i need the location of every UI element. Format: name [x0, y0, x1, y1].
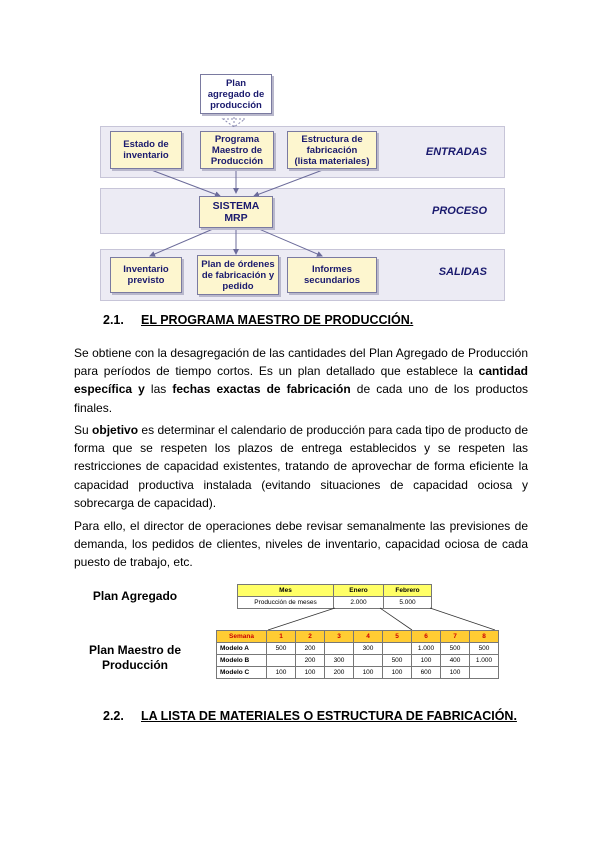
section-title: EL PROGRAMA MAESTRO DE PRODUCCIÓN. — [141, 313, 414, 327]
header-cell: Semana — [217, 631, 267, 643]
bold-text: objetivo — [92, 423, 139, 437]
text: de cada uno de los productos finales. — [74, 382, 529, 415]
text: Su — [74, 423, 93, 437]
sistema-mrp-box: SISTEMA MRP — [199, 196, 273, 228]
section-number: 2.2. — [103, 709, 124, 723]
paragraph-1 — [74, 344, 528, 417]
value-cell — [267, 655, 296, 667]
value-cell: 100 — [354, 667, 383, 679]
week-header: 6 — [412, 631, 441, 643]
value-cell — [325, 643, 354, 655]
plan-agregado-label: Plan Agregado — [92, 589, 178, 603]
header-cell: Febrero — [384, 585, 432, 597]
value-cell: 300 — [325, 655, 354, 667]
text: es determinar el calendario de producción para cada tipo de producto de forma que se respeten los plazos de entrega establecidos y se respeten las restricciones de capacidad existentes, tratando de aprovechar de forma eficiente la capacidad productiva instalada (evitando situaciones de capacidad ociosa y sobrecarga de capacidad). — [74, 423, 528, 510]
plan-agregado-table — [237, 584, 432, 609]
value-cell: 500 — [383, 655, 412, 667]
week-header: 4 — [354, 631, 383, 643]
paragraph-3: Para ello, el director de operaciones debe revisar semanalmente las previsiones de demanda, los pedidos de clientes, niveles de inventario, capacidad ociosa de cada puesto de trabajo, etc. — [74, 519, 528, 570]
plan-agregado-box: Plan agregado de producción — [200, 74, 272, 114]
section-title: LA LISTA DE MATERIALES O ESTRUCTURA DE FABRICACIÓN. — [141, 709, 517, 723]
section-heading-2-1 — [103, 313, 413, 327]
pmp-table — [216, 630, 499, 679]
label-proceso: PROCESO — [431, 205, 487, 217]
estado-inventario-box: Estado de inventario — [110, 131, 182, 169]
section-heading-2-2 — [103, 709, 517, 723]
value-cell: 100 — [412, 655, 441, 667]
value-cell: 200 — [296, 643, 325, 655]
week-header: 3 — [325, 631, 354, 643]
value-cell: 500 — [441, 643, 470, 655]
bold-text: cantidad específica y — [74, 364, 528, 397]
estructura-fabricacion-box: Estructura de fabricación (lista materiales) — [287, 131, 377, 169]
pmp-label: Plan Maestro de Producción — [88, 643, 182, 672]
value-cell: 1.000 — [470, 655, 499, 667]
value-cell: 100 — [267, 667, 296, 679]
value-cell: 2.000 — [334, 597, 384, 609]
row-label: Modelo C — [217, 667, 267, 679]
value-cell: 1.000 — [412, 643, 441, 655]
week-header: 1 — [267, 631, 296, 643]
value-cell: 600 — [412, 667, 441, 679]
bold-text: fechas exactas de fabricación — [172, 382, 351, 397]
label-entradas: ENTRADAS — [425, 146, 487, 158]
row-label: Modelo A — [217, 643, 267, 655]
week-header: 7 — [441, 631, 470, 643]
value-cell: 100 — [296, 667, 325, 679]
value-cell: 200 — [296, 655, 325, 667]
week-header: 2 — [296, 631, 325, 643]
text: Se obtiene con la desagregación de las cantidades del Plan Agregado de Producción para períodos de tiempo cortos. Es un plan detallado que establece la — [74, 346, 528, 379]
week-header: 5 — [383, 631, 412, 643]
inventario-previsto-box: Inventario previsto — [110, 257, 182, 293]
section-number: 2.1. — [103, 313, 124, 327]
row-label: Producción de meses — [238, 597, 334, 609]
programa-maestro-box: Programa Maestro de Producción — [200, 131, 274, 169]
plan-ordenes-box: Plan de órdenes de fabricación y pedido — [197, 255, 279, 295]
value-cell: 500 — [470, 643, 499, 655]
row-label: Modelo B — [217, 655, 267, 667]
value-cell — [470, 667, 499, 679]
value-cell: 100 — [383, 667, 412, 679]
value-cell: 300 — [354, 643, 383, 655]
value-cell: 100 — [441, 667, 470, 679]
informes-secundarios-box: Informes secundarios — [287, 257, 377, 293]
value-cell: 500 — [267, 643, 296, 655]
value-cell — [354, 655, 383, 667]
text: las — [144, 382, 173, 397]
value-cell: 200 — [325, 667, 354, 679]
value-cell: 5.000 — [384, 597, 432, 609]
header-cell: Enero — [334, 585, 384, 597]
paragraph-2 — [74, 421, 528, 512]
value-cell: 400 — [441, 655, 470, 667]
week-header: 8 — [470, 631, 499, 643]
value-cell — [383, 643, 412, 655]
label-salidas: SALIDAS — [438, 266, 487, 278]
header-cell: Mes — [238, 585, 334, 597]
